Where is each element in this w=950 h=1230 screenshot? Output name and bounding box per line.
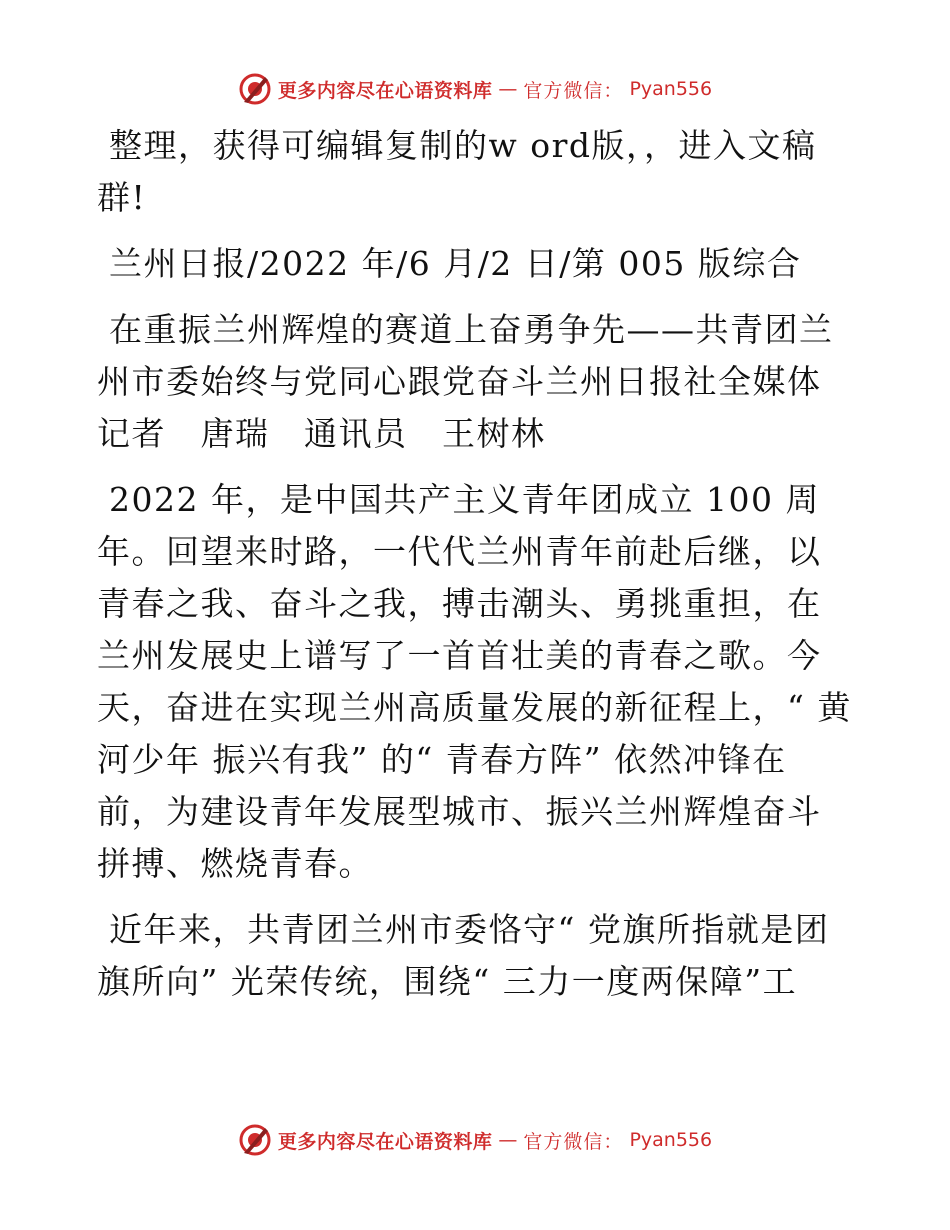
watermark-wechat-label: 官方微信：	[523, 1130, 624, 1153]
header-watermark	[0, 71, 950, 107]
body-paragraph: 2022 年，是中国共产主义青年团成立 100 周年。回望来时路，一代代兰州青年前赴后继，以青春之我、奋斗之我，搏击潮头、勇挑重担，在兰州发展史上谱写了一首首壮美的青春之歌。今天，奋进在实现兰州高质量发展的新征程上，“ 黄河少年 振兴有我” 的“ 青春方阵” 依然冲锋在前，为建设青年发展型城市、振兴兰州辉煌奋斗拼搏、燃烧青春。	[97, 480, 852, 883]
watermark-dash: —	[498, 1129, 518, 1151]
watermark-wechat-id: Pyan556	[629, 78, 713, 100]
watermark-brand-text: 更多内容尽在心语资料库	[277, 79, 493, 102]
source-line: 兰州日报/2022 年/6 月/2 日/第 005 版综合	[109, 244, 802, 283]
document-body	[97, 120, 852, 1022]
intro-paragraph: 整理，获得可编辑复制的w ord版，，进入文稿群!	[97, 126, 817, 217]
watermark-wechat-label: 官方微信：	[523, 79, 624, 102]
article-headline: 在重振兰州辉煌的赛道上奋勇争先——共青团兰州市委始终与党同心跟党奋斗兰州日报社全媒体记者 唐瑞 通讯员 王树林	[97, 310, 834, 453]
feather-circle-logo-icon	[238, 72, 272, 106]
watermark-brand-text: 更多内容尽在心语资料库	[277, 1130, 493, 1153]
body-paragraph: 近年来，共青团兰州市委恪守“ 党旗所指就是团旗所向” 光荣传统，围绕“ 三力一度两保障”工	[97, 910, 830, 1001]
watermark-dash: —	[498, 78, 518, 100]
feather-circle-logo-icon	[238, 1123, 272, 1157]
footer-watermark	[0, 1122, 950, 1158]
watermark-wechat-id: Pyan556	[629, 1129, 713, 1151]
